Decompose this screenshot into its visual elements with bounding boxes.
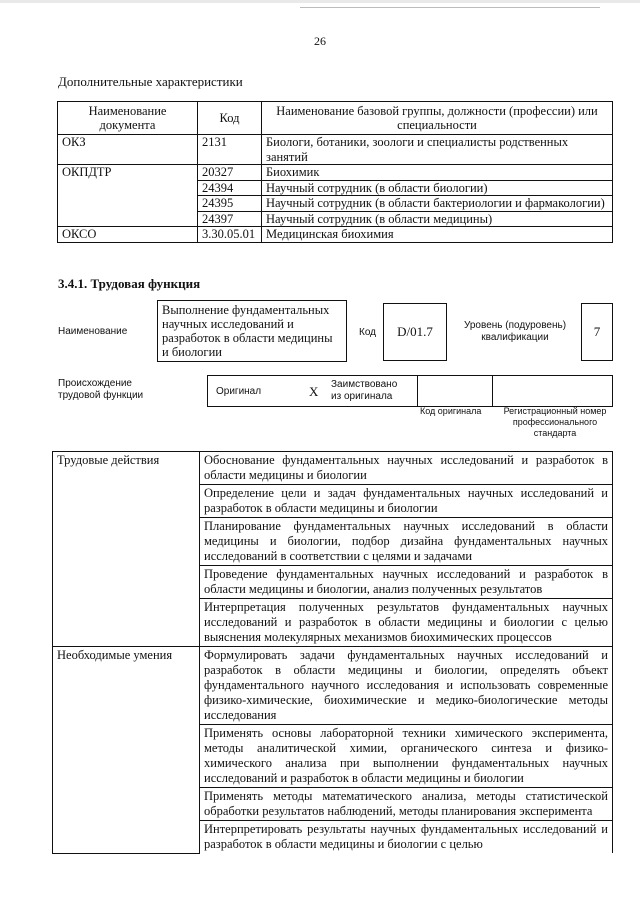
origin-cell-divider <box>492 376 493 406</box>
name-cell: Биологи, ботаники, зоологи и специалисты родственных занятий <box>262 135 613 165</box>
code-cell: 20327 <box>198 165 262 181</box>
action-item: Обоснование фундаментальных научных исследований и разработок в области медицины и биологии <box>200 452 613 485</box>
origin-label-text: Происхождение трудовой функции <box>58 378 144 401</box>
doc-cell: ОКПДТР <box>58 165 198 227</box>
code-box: D/01.7 <box>383 303 447 361</box>
table-header-row <box>58 102 613 135</box>
code-label: Код <box>359 327 377 338</box>
code-cell: 24395 <box>198 196 262 212</box>
name-cell: Биохимик <box>262 165 613 181</box>
doc-cell: ОКЗ <box>58 135 198 165</box>
function-heading: 3.4.1. Трудовая функция <box>58 276 201 291</box>
table-row <box>58 165 613 181</box>
code-cell: 24397 <box>198 211 262 227</box>
action-item: Планирование фундаментальных научных исследований в области медицины и биологии, подбор дизайна фундаментальных научных исследований в соответствии с целями и задачами <box>200 518 613 566</box>
level-box: 7 <box>581 303 613 361</box>
origin-cell-divider <box>612 376 613 406</box>
origin-code-label: Код оригинала <box>420 406 482 416</box>
origin-label <box>58 378 158 402</box>
header-code: Код <box>198 102 262 135</box>
origin-borrowed-text: Заимствовано из оригинала <box>331 379 398 402</box>
level-label: Уровень (подуровень) квалификации <box>463 320 567 343</box>
scan-artifact-line <box>300 7 600 8</box>
function-details-table <box>52 451 613 854</box>
table-row <box>58 135 613 165</box>
origin-borrowed <box>331 379 401 403</box>
skill-item: Формулировать задачи фундаментальных научных исследований и разработок в области медицины и биологии, определять объект фундаментального научного исследования и использовать современные физико-химические, биохимические и медико-биологические методы исследования <box>200 647 613 725</box>
actions-label: Трудовые действия <box>53 452 200 647</box>
skill-item: Применять основы лабораторной техники химического эксперимента, методы аналитической химии, органического синтеза и физико-химического анализа при выполнении фундаментальных научных исследований и разработок в области медицины и биологии <box>200 725 613 788</box>
name-cell: Научный сотрудник (в области бактериологии и фармакологии) <box>262 196 613 212</box>
additional-characteristics-table <box>57 101 613 243</box>
header-document: Наименование документа <box>58 102 198 135</box>
skill-item: Интерпретировать результаты научных фундаментальных исследований и разработок в области медицины и биологии с целью <box>200 821 613 854</box>
page-number: 26 <box>314 34 326 48</box>
origin-reg-label: Регистрационный номер профессионального стандарта <box>503 406 607 438</box>
table-row <box>58 227 613 243</box>
action-item: Проведение фундаментальных научных исследований и разработок в области медицины и биологии, анализ полученных результатов <box>200 566 613 599</box>
skill-item: Применять методы математического анализа, методы статистической обработки результатов наблюдений, методы планирования эксперимента <box>200 788 613 821</box>
origin-cell-divider <box>417 376 418 406</box>
code-cell: 3.30.05.01 <box>198 227 262 243</box>
function-name-box: Выполнение фундаментальных научных исследований и разработок в области медицины и биологии <box>157 300 347 362</box>
doc-cell: ОКСО <box>58 227 198 243</box>
code-cell: 2131 <box>198 135 262 165</box>
name-cell: Медицинская биохимия <box>262 227 613 243</box>
name-cell: Научный сотрудник (в области биологии) <box>262 180 613 196</box>
action-item: Определение цели и задач фундаментальных научных исследований и разработок в области медицины и биологии <box>200 485 613 518</box>
table-row <box>53 647 613 725</box>
scan-edge <box>0 0 640 3</box>
origin-row <box>207 375 613 407</box>
action-item: Интерпретация полученных результатов фундаментальных научных исследований и разработок в области медицины и биологии с целью выяснения молекулярных механизмов биохимических процессов <box>200 599 613 647</box>
origin-cell-divider <box>207 376 208 406</box>
name-cell: Научный сотрудник (в области медицины) <box>262 211 613 227</box>
origin-original: Оригинал <box>216 386 262 397</box>
additional-title: Дополнительные характеристики <box>58 74 243 89</box>
table-row <box>53 452 613 485</box>
header-name: Наименование базовой группы, должности (профессии) или специальности <box>262 102 613 135</box>
code-cell: 24394 <box>198 180 262 196</box>
origin-checkmark: X <box>309 384 319 399</box>
skills-label: Необходимые умения <box>53 647 200 854</box>
name-label: Наименование <box>58 326 128 337</box>
